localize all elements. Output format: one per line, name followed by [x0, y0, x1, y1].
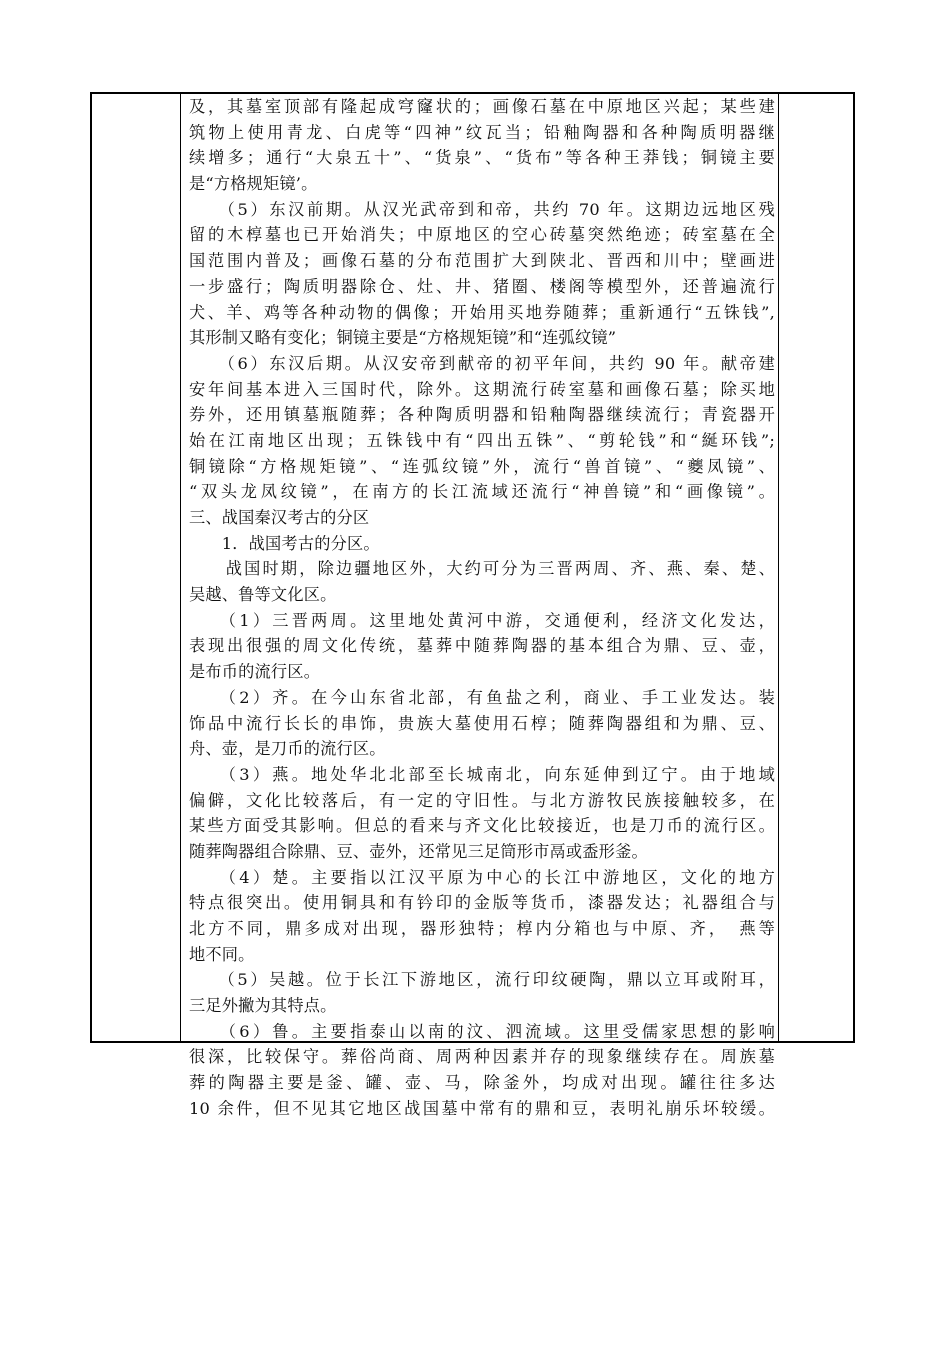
text-line: （5）东汉前期。从汉光武帝到和帝，共约 70 年。这期边远地区残 [189, 199, 775, 219]
text-line: 北方不同，鼎多成对出现，器形独特；椁内分箱也与中原、齐， 燕等 [189, 919, 775, 938]
text-line: 10 余件，但不见其它地区战国墓中常有的鼎和豆，表明礼崩乐坏较缓。 [189, 1098, 775, 1118]
text-line: 是“方格规矩镜’。 [189, 174, 318, 194]
text-line: 舟、壶，是刀币的流行区。 [189, 739, 386, 759]
text-line: 犬、羊、鸡等各种动物的偶像；开始用买地券随葬；重新通行“五铢钱”, [189, 302, 775, 322]
text-line: （6）鲁。主要指泰山以南的汶、泗流域。这里受儒家思想的影响 [189, 1021, 775, 1041]
text-line: 三、战国秦汉考古的分区 [189, 508, 370, 527]
text-cell [189, 94, 775, 1122]
text-line: 很深，比较保守。葬俗尚商、周两种因素并存的现象继续存在。周族墓 [189, 1047, 775, 1067]
document-table [90, 92, 855, 1118]
text-line: 地不同。 [189, 944, 255, 964]
text-line: （1）三晋两周。这里地处黄河中游，交通便利，经济文化发达， [189, 610, 775, 630]
text-line: 国范围内普及；画像石墓的分布范围扩大到陕北、晋西和川中；壁画进 [189, 251, 775, 271]
text-line: 随葬陶器组合除鼎、豆、壶外，还常见三足筒形市鬲或盉形釜。 [189, 841, 648, 861]
text-line: 其形制又略有变化；铜镜主要是“方格规矩镜”和“连弧纹镜” [189, 328, 617, 348]
column-divider-left [180, 94, 181, 1041]
text-line: 吴越、鲁等文化区。 [189, 585, 337, 605]
text-line: 券外，还用镇墓瓶随葬；各种陶质明器和铅釉陶器继续流行；青瓷器开 [189, 405, 775, 425]
text-line: 始在江南地区出现；五铢钱中有“四出五铢”、“剪轮钱”和“綖环钱”; [189, 430, 775, 450]
text-line: （4）楚。主要指以江汉平原为中心的长江中游地区，文化的地方 [189, 867, 775, 887]
text-line: 筑物上使用青龙、白虎等“四神”纹瓦当；铅釉陶器和各种陶质明器继 [189, 122, 775, 142]
text-line: 续增多；通行“大泉五十”、“货泉”、“货布”等各种王莽钱；铜镜主要 [189, 148, 775, 168]
text-line: 留的木椁墓也已开始消失；中原地区的空心砖墓突然绝迹；砖室墓在全 [189, 225, 775, 245]
text-line: 是布币的流行区。 [189, 662, 321, 682]
text-line: 及，其墓室顶部有隆起成穹窿状的；画像石墓在中原地区兴起；某些建 [189, 97, 775, 116]
text-line: 饰品中流行长长的串饰，贵族大墓使用石椁；随葬陶器组和为鼎、豆、 [189, 713, 775, 733]
text-line: 铜镜除“方格规矩镜”、“连弧纹镜”外，流行“兽首镜”、“夔凤镜”、 [189, 456, 775, 476]
text-line: 某些方面受其影响。但总的看来与齐文化比较接近，也是刀币的流行区。 [189, 816, 775, 836]
text-line: 特点很突出。使用铜具和有钤印的金版等货币，漆器发达；礼器组合与 [189, 893, 775, 913]
text-line: （3）燕。地处华北北部至长城南北，向东延伸到辽宁。由于地域 [189, 764, 775, 784]
text-line: （5）吴越。位于长江下游地区，流行印纹硬陶，鼎以立耳或附耳， [189, 970, 775, 990]
text-line: 安年间基本进入三国时代，除外。这期流行砖室墓和画像石墓；除买地 [189, 379, 775, 399]
text-line: “双头龙凤纹镜”，在南方的长江流域还流行“神兽镜”和“画像镜”。 [189, 482, 775, 502]
text-line: 1．战国考古的分区。 [189, 533, 380, 553]
text-line: 战国时期，除边疆地区外，大约可分为三晋两周、齐、燕、秦、楚、 [189, 559, 775, 579]
text-line: 葬的陶器主要是釜、罐、壶、马，除釜外，均成对出现。罐往往多达 [189, 1073, 775, 1093]
text-line: 三足外撇为其特点。 [189, 996, 337, 1016]
text-line: （6）东汉后期。从汉安帝到献帝的初平年间，共约 90 年。献帝建 [189, 353, 775, 373]
text-line: 一步盛行；陶质明器除仓、灶、井、猪圈、楼阁等模型外，还普遍流行 [189, 276, 775, 296]
text-line: （2）齐。在今山东省北部，有鱼盐之利，商业、手工业发达。装 [189, 687, 775, 707]
column-divider-right [778, 94, 779, 1041]
text-line: 偏僻，文化比较落后，有一定的守旧性。与北方游牧民族接触较多，在 [189, 790, 775, 810]
text-line: 表现出很强的周文化传统，墓葬中随葬陶器的基本组合为鼎、豆、壶， [189, 636, 775, 656]
